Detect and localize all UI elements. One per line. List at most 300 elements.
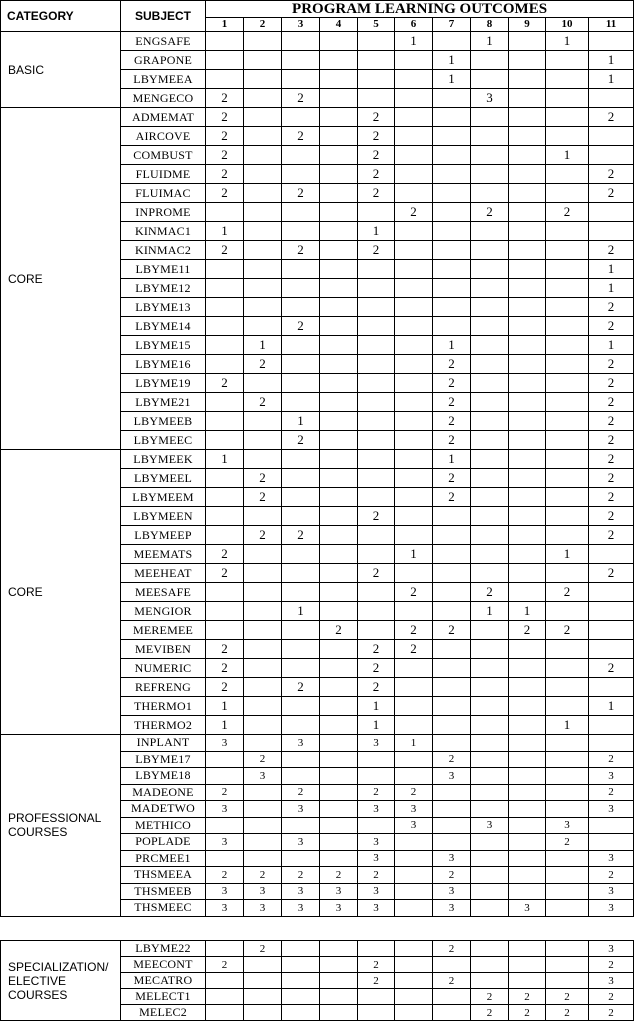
- outcome-value-cell: [433, 32, 471, 51]
- outcome-value-cell: [282, 659, 320, 678]
- outcome-value-cell: 2: [358, 973, 395, 989]
- outcome-value-cell: [589, 735, 634, 752]
- outcome-value-cell: [244, 203, 282, 222]
- outcome-value-cell: [509, 507, 546, 526]
- outcome-value-cell: [282, 941, 320, 957]
- outcome-value-cell: [358, 374, 395, 393]
- outcome-value-cell: [244, 834, 282, 851]
- outcome-value-cell: 2: [244, 488, 282, 507]
- outcome-value-cell: [509, 374, 546, 393]
- outcome-value-cell: 1: [509, 602, 546, 621]
- outcome-value-cell: [395, 165, 433, 184]
- outcome-value-cell: 2: [282, 526, 320, 545]
- outcome-value-cell: [320, 260, 358, 279]
- outcome-value-cell: [471, 883, 509, 900]
- outcome-value-cell: [358, 279, 395, 298]
- outcome-value-cell: [320, 801, 358, 818]
- subject-cell: INPROME: [121, 203, 206, 222]
- outcome-value-cell: [509, 697, 546, 716]
- outcome-value-cell: [282, 957, 320, 973]
- outcome-value-cell: [320, 768, 358, 785]
- outcome-value-cell: [589, 32, 634, 51]
- outcome-value-cell: [433, 298, 471, 317]
- subject-cell: MENGIOR: [121, 602, 206, 621]
- subject-cell: MEEHEAT: [121, 564, 206, 583]
- outcome-value-cell: [320, 545, 358, 564]
- outcome-value-cell: [206, 51, 244, 70]
- outcome-value-cell: [509, 279, 546, 298]
- outcome-value-cell: 1: [589, 260, 634, 279]
- outcome-value-cell: [320, 355, 358, 374]
- outcome-value-cell: [546, 564, 589, 583]
- outcome-value-cell: [509, 834, 546, 851]
- subject-cell: COMBUST: [121, 146, 206, 165]
- outcome-value-cell: 2: [433, 412, 471, 431]
- outcome-value-cell: 2: [589, 989, 634, 1005]
- outcome-value-cell: [244, 374, 282, 393]
- outcome-value-cell: [509, 450, 546, 469]
- outcome-value-cell: [395, 602, 433, 621]
- outcome-value-cell: [282, 583, 320, 602]
- outcome-value-cell: 2: [589, 355, 634, 374]
- subject-cell: LBYME15: [121, 336, 206, 355]
- outcome-value-cell: 2: [589, 867, 634, 884]
- outcome-value-cell: [206, 768, 244, 785]
- outcome-value-cell: [244, 735, 282, 752]
- outcome-value-cell: [471, 957, 509, 973]
- outcome-value-cell: [320, 716, 358, 735]
- outcome-value-cell: [509, 32, 546, 51]
- outcome-value-cell: [244, 973, 282, 989]
- outcome-value-cell: [433, 279, 471, 298]
- outcome-value-cell: [395, 850, 433, 867]
- outcome-value-cell: [244, 317, 282, 336]
- outcome-number: 7: [433, 18, 471, 32]
- outcome-value-cell: 1: [589, 336, 634, 355]
- outcome-value-cell: [395, 973, 433, 989]
- outcome-value-cell: [509, 867, 546, 884]
- outcome-value-cell: 2: [509, 989, 546, 1005]
- outcome-value-cell: 1: [395, 735, 433, 752]
- outcome-value-cell: [395, 751, 433, 768]
- outcome-value-cell: [282, 70, 320, 89]
- outcome-value-cell: [244, 640, 282, 659]
- outcome-value-cell: 3: [358, 883, 395, 900]
- outcome-value-cell: [509, 817, 546, 834]
- outcome-value-cell: [206, 1005, 244, 1021]
- outcome-value-cell: 3: [433, 850, 471, 867]
- outcome-value-cell: 2: [433, 431, 471, 450]
- subject-cell: LBYME14: [121, 317, 206, 336]
- outcome-value-cell: [358, 32, 395, 51]
- outcome-value-cell: 2: [546, 583, 589, 602]
- outcome-value-cell: 3: [395, 817, 433, 834]
- outcome-value-cell: [395, 450, 433, 469]
- outcome-value-cell: 2: [320, 867, 358, 884]
- outcome-value-cell: 2: [358, 784, 395, 801]
- outcome-value-cell: [358, 260, 395, 279]
- outcome-value-cell: 3: [358, 900, 395, 917]
- outcome-value-cell: [589, 834, 634, 851]
- outcome-value-cell: [546, 298, 589, 317]
- outcome-value-cell: [244, 51, 282, 70]
- outcome-value-cell: 2: [589, 431, 634, 450]
- outcome-value-cell: [395, 989, 433, 1005]
- outcome-value-cell: [433, 89, 471, 108]
- outcome-value-cell: [320, 941, 358, 957]
- outcome-value-cell: [244, 621, 282, 640]
- outcome-value-cell: 1: [206, 222, 244, 241]
- outcome-value-cell: [509, 545, 546, 564]
- outcome-value-cell: 1: [395, 545, 433, 564]
- subject-cell: THSMEEB: [121, 883, 206, 900]
- outcome-value-cell: [546, 184, 589, 203]
- outcome-value-cell: [206, 583, 244, 602]
- outcome-value-cell: [546, 336, 589, 355]
- outcome-value-cell: [320, 450, 358, 469]
- outcome-value-cell: [471, 51, 509, 70]
- outcome-value-cell: [320, 279, 358, 298]
- outcome-value-cell: [546, 957, 589, 973]
- outcome-value-cell: [546, 488, 589, 507]
- outcome-value-cell: [358, 51, 395, 70]
- outcome-value-cell: [358, 355, 395, 374]
- outcome-value-cell: [471, 488, 509, 507]
- outcome-value-cell: [395, 768, 433, 785]
- outcome-value-cell: [395, 336, 433, 355]
- outcome-value-cell: [509, 735, 546, 752]
- outcome-value-cell: [471, 450, 509, 469]
- outcome-value-cell: [320, 184, 358, 203]
- outcome-value-cell: [320, 834, 358, 851]
- outcome-value-cell: [282, 469, 320, 488]
- outcome-value-cell: 2: [546, 1005, 589, 1021]
- outcome-value-cell: [320, 640, 358, 659]
- outcome-value-cell: [471, 834, 509, 851]
- outcome-value-cell: [244, 450, 282, 469]
- outcome-value-cell: [206, 850, 244, 867]
- outcome-value-cell: [395, 697, 433, 716]
- outcome-value-cell: [282, 51, 320, 70]
- outcome-value-cell: [282, 507, 320, 526]
- outcome-value-cell: [320, 203, 358, 222]
- outcome-value-cell: [206, 973, 244, 989]
- outcome-value-cell: [282, 336, 320, 355]
- outcome-value-cell: [509, 850, 546, 867]
- outcome-value-cell: [546, 678, 589, 697]
- subject-cell: LBYME18: [121, 768, 206, 785]
- outcome-value-cell: [206, 355, 244, 374]
- outcome-value-cell: [244, 697, 282, 716]
- outcome-value-cell: [471, 108, 509, 127]
- outcome-value-cell: [589, 545, 634, 564]
- plo-header: PROGRAM LEARNING OUTCOMES: [206, 1, 634, 18]
- outcome-value-cell: 2: [433, 374, 471, 393]
- subject-cell: REFRENG: [121, 678, 206, 697]
- outcome-value-cell: 2: [358, 659, 395, 678]
- outcome-value-cell: 1: [589, 51, 634, 70]
- outcome-number: 1: [206, 18, 244, 32]
- outcome-value-cell: [282, 203, 320, 222]
- outcome-value-cell: 1: [471, 602, 509, 621]
- outcome-value-cell: 2: [589, 564, 634, 583]
- outcome-value-cell: [471, 801, 509, 818]
- outcome-value-cell: [433, 801, 471, 818]
- outcome-value-cell: [244, 184, 282, 203]
- outcome-value-cell: [244, 659, 282, 678]
- outcome-value-cell: [244, 784, 282, 801]
- outcome-value-cell: [244, 507, 282, 526]
- outcome-value-cell: [395, 526, 433, 545]
- outcome-value-cell: 2: [395, 621, 433, 640]
- outcome-value-cell: [206, 431, 244, 450]
- outcome-value-cell: [471, 127, 509, 146]
- outcome-value-cell: [471, 526, 509, 545]
- outcome-value-cell: [433, 989, 471, 1005]
- subject-header: SUBJECT: [121, 1, 206, 32]
- outcome-value-cell: [358, 583, 395, 602]
- subject-cell: LBYMEEA: [121, 70, 206, 89]
- outcome-value-cell: [320, 298, 358, 317]
- outcome-value-cell: [282, 146, 320, 165]
- outcome-value-cell: [320, 583, 358, 602]
- outcome-value-cell: [282, 640, 320, 659]
- outcome-value-cell: [282, 393, 320, 412]
- outcome-value-cell: [320, 70, 358, 89]
- outcome-value-cell: [471, 678, 509, 697]
- outcome-value-cell: 2: [395, 784, 433, 801]
- outcome-value-cell: [509, 526, 546, 545]
- outcome-value-cell: 2: [589, 469, 634, 488]
- outcome-value-cell: [395, 355, 433, 374]
- subject-cell: LBYME16: [121, 355, 206, 374]
- outcome-value-cell: [282, 850, 320, 867]
- outcome-value-cell: [358, 89, 395, 108]
- category-cell: CORE: [1, 450, 121, 735]
- subject-cell: MENGECO: [121, 89, 206, 108]
- outcome-value-cell: [320, 412, 358, 431]
- outcome-value-cell: 2: [358, 640, 395, 659]
- outcome-value-cell: [320, 89, 358, 108]
- outcome-value-cell: [471, 431, 509, 450]
- outcome-value-cell: [433, 583, 471, 602]
- outcome-value-cell: [244, 602, 282, 621]
- outcome-value-cell: [433, 678, 471, 697]
- outcome-value-cell: [244, 279, 282, 298]
- outcome-value-cell: [546, 127, 589, 146]
- outcome-value-cell: 1: [433, 70, 471, 89]
- outcome-value-cell: [282, 222, 320, 241]
- outcome-value-cell: 3: [320, 900, 358, 917]
- outcome-value-cell: 2: [433, 751, 471, 768]
- outcome-value-cell: [471, 412, 509, 431]
- outcome-value-cell: [471, 640, 509, 659]
- outcome-value-cell: 2: [589, 108, 634, 127]
- outcome-value-cell: 2: [206, 127, 244, 146]
- outcome-value-cell: 3: [395, 801, 433, 818]
- outcome-value-cell: 2: [589, 526, 634, 545]
- category-cell: CORE: [1, 108, 121, 450]
- outcome-value-cell: [244, 817, 282, 834]
- category-cell: BASIC: [1, 32, 121, 108]
- outcome-value-cell: 2: [244, 355, 282, 374]
- outcome-value-cell: [433, 716, 471, 735]
- outcome-value-cell: [320, 317, 358, 336]
- outcome-value-cell: [206, 488, 244, 507]
- outcome-value-cell: [320, 165, 358, 184]
- outcome-value-cell: [244, 298, 282, 317]
- outcome-value-cell: [546, 260, 589, 279]
- outcome-value-cell: [509, 883, 546, 900]
- outcome-value-cell: 2: [589, 374, 634, 393]
- outcome-value-cell: [509, 751, 546, 768]
- subject-cell: NUMERIC: [121, 659, 206, 678]
- outcome-value-cell: [358, 526, 395, 545]
- outcome-value-cell: [320, 817, 358, 834]
- outcome-value-cell: [206, 260, 244, 279]
- outcome-value-cell: 2: [206, 165, 244, 184]
- outcome-value-cell: [509, 146, 546, 165]
- subject-cell: INPLANT: [121, 735, 206, 752]
- outcome-value-cell: [395, 241, 433, 260]
- outcome-value-cell: 3: [282, 883, 320, 900]
- outcome-value-cell: 2: [395, 583, 433, 602]
- outcome-value-cell: [320, 659, 358, 678]
- outcome-value-cell: [471, 973, 509, 989]
- outcome-value-cell: [282, 768, 320, 785]
- outcome-value-cell: [433, 735, 471, 752]
- outcome-value-cell: [546, 469, 589, 488]
- outcome-value-cell: [206, 507, 244, 526]
- subject-cell: THERMO2: [121, 716, 206, 735]
- outcome-number: 9: [509, 18, 546, 32]
- outcome-value-cell: [358, 70, 395, 89]
- outcome-value-cell: 2: [589, 317, 634, 336]
- outcome-value-cell: 3: [206, 735, 244, 752]
- outcome-value-cell: 2: [282, 317, 320, 336]
- outcome-value-cell: [471, 279, 509, 298]
- outcome-value-cell: [244, 989, 282, 1005]
- outcome-value-cell: [471, 850, 509, 867]
- outcome-number: 2: [244, 18, 282, 32]
- outcome-value-cell: [244, 957, 282, 973]
- subject-cell: MEREMEE: [121, 621, 206, 640]
- outcome-value-cell: [206, 817, 244, 834]
- outcome-value-cell: [244, 127, 282, 146]
- outcome-value-cell: [509, 716, 546, 735]
- outcome-value-cell: 2: [546, 621, 589, 640]
- outcome-value-cell: [509, 957, 546, 973]
- outcome-value-cell: [282, 989, 320, 1005]
- outcome-value-cell: [282, 488, 320, 507]
- outcome-value-cell: [206, 621, 244, 640]
- outcome-value-cell: [244, 716, 282, 735]
- outcome-value-cell: 2: [244, 469, 282, 488]
- outcome-value-cell: [509, 488, 546, 507]
- outcome-value-cell: 2: [206, 564, 244, 583]
- outcome-value-cell: 2: [206, 89, 244, 108]
- outcome-value-cell: [358, 298, 395, 317]
- outcome-value-cell: [546, 431, 589, 450]
- outcome-number: 3: [282, 18, 320, 32]
- outcome-value-cell: [320, 526, 358, 545]
- outcome-value-cell: 2: [589, 241, 634, 260]
- subject-cell: LBYMEEL: [121, 469, 206, 488]
- outcome-value-cell: [244, 564, 282, 583]
- outcome-value-cell: 1: [282, 412, 320, 431]
- outcome-value-cell: [546, 241, 589, 260]
- outcome-value-cell: 1: [395, 32, 433, 51]
- category-cell: SPECIALIZATION/ ELECTIVE COURSES: [1, 941, 121, 1021]
- outcome-value-cell: [433, 108, 471, 127]
- outcome-value-cell: [282, 374, 320, 393]
- outcome-value-cell: [546, 850, 589, 867]
- subject-cell: LBYME11: [121, 260, 206, 279]
- category-cell: PROFESSIONAL COURSES: [1, 735, 121, 917]
- outcome-value-cell: 3: [282, 735, 320, 752]
- outcome-value-cell: [358, 751, 395, 768]
- outcome-value-cell: [282, 260, 320, 279]
- outcome-value-cell: [433, 507, 471, 526]
- outcome-value-cell: 2: [244, 751, 282, 768]
- subject-cell: FLUIMAC: [121, 184, 206, 203]
- outcome-value-cell: [546, 70, 589, 89]
- subject-cell: LBYME21: [121, 393, 206, 412]
- outcome-value-cell: 2: [244, 526, 282, 545]
- outcome-value-cell: [589, 127, 634, 146]
- outcome-value-cell: 2: [282, 678, 320, 697]
- outcome-value-cell: 2: [358, 184, 395, 203]
- outcome-value-cell: 2: [358, 957, 395, 973]
- outcome-value-cell: [358, 989, 395, 1005]
- outcome-value-cell: [433, 184, 471, 203]
- outcome-value-cell: 2: [206, 146, 244, 165]
- outcome-value-cell: 3: [358, 850, 395, 867]
- outcome-value-cell: [546, 222, 589, 241]
- outcome-value-cell: [546, 973, 589, 989]
- subject-cell: LBYME17: [121, 751, 206, 768]
- outcome-value-cell: [282, 621, 320, 640]
- outcome-value-cell: [546, 279, 589, 298]
- outcome-value-cell: 2: [358, 867, 395, 884]
- outcome-value-cell: 2: [206, 241, 244, 260]
- outcome-value-cell: 1: [433, 336, 471, 355]
- outcome-number: 5: [358, 18, 395, 32]
- outcome-value-cell: [320, 678, 358, 697]
- outcome-value-cell: 3: [244, 883, 282, 900]
- outcome-value-cell: [509, 412, 546, 431]
- outcome-value-cell: [395, 127, 433, 146]
- outcome-value-cell: [546, 393, 589, 412]
- outcome-value-cell: [433, 545, 471, 564]
- outcome-value-cell: [433, 165, 471, 184]
- outcome-value-cell: [546, 900, 589, 917]
- outcome-value-cell: [509, 108, 546, 127]
- subject-cell: LBYMEEP: [121, 526, 206, 545]
- outcome-value-cell: 3: [471, 89, 509, 108]
- elective-table: [0, 940, 634, 1021]
- outcome-value-cell: 3: [589, 801, 634, 818]
- outcome-value-cell: [320, 697, 358, 716]
- outcome-value-cell: [509, 801, 546, 818]
- outcome-value-cell: [433, 957, 471, 973]
- outcome-value-cell: [244, 801, 282, 818]
- outcome-value-cell: 3: [589, 883, 634, 900]
- outcome-value-cell: 1: [546, 32, 589, 51]
- outcome-value-cell: [433, 564, 471, 583]
- outcome-value-cell: [546, 355, 589, 374]
- outcome-value-cell: 2: [433, 973, 471, 989]
